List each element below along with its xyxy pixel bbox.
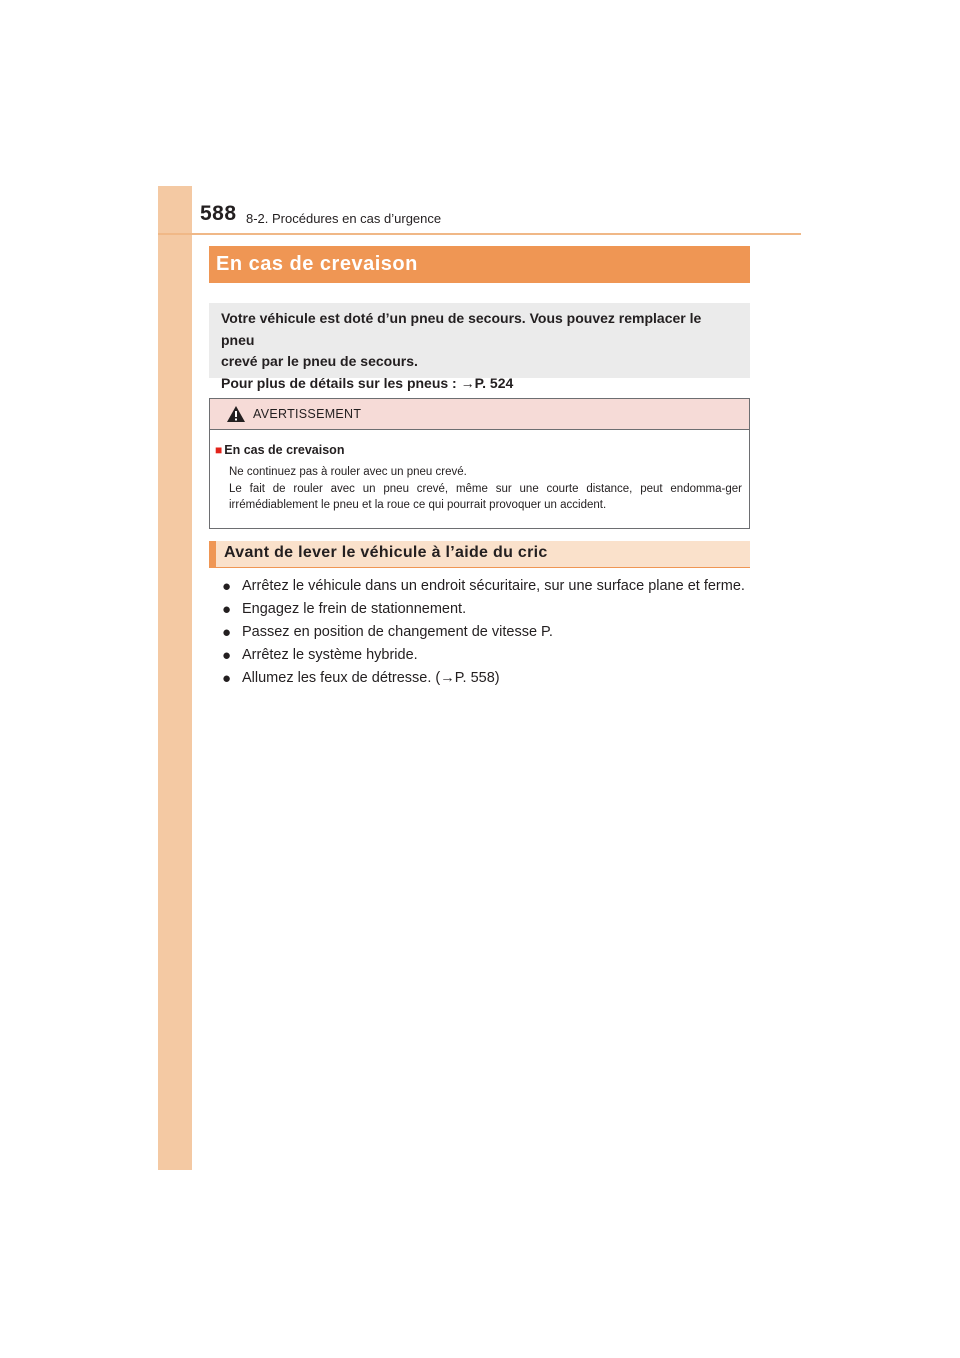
warning-subheading-text: En cas de crevaison bbox=[224, 443, 345, 457]
red-square-icon: ■ bbox=[215, 443, 223, 457]
intro-box bbox=[209, 303, 750, 391]
subsection-header bbox=[209, 541, 750, 568]
bullet-dot-icon: ● bbox=[222, 670, 232, 687]
list-item: ● Arrêtez le système hybride. bbox=[222, 645, 746, 667]
header-rule bbox=[158, 233, 801, 235]
section-label: 8-2. Procédures en cas d’urgence bbox=[246, 211, 442, 226]
intro-line-3: Pour plus de détails sur les pneus : →P. 524 bbox=[221, 374, 514, 391]
warning-line-1: Ne continuez pas à rouler avec un pneu crevé. bbox=[229, 466, 467, 478]
bullet-list bbox=[222, 576, 746, 691]
list-item: ● Allumez les feux de détresse. (→P. 558) bbox=[222, 668, 746, 690]
list-item: ● Passez en position de changement de vitesse P. bbox=[222, 622, 746, 644]
bullet-dot-icon: ● bbox=[222, 578, 232, 595]
list-item: ● Arrêtez le véhicule dans un endroit sécuritaire, sur une surface plane et ferme. bbox=[222, 576, 746, 598]
bullet-dot-icon: ● bbox=[222, 601, 232, 618]
bullet-dot-icon: ● bbox=[222, 624, 232, 641]
warning-triangle-icon bbox=[226, 405, 246, 423]
warning-label: AVERTISSEMENT bbox=[253, 407, 362, 421]
page-number: 588 bbox=[200, 202, 237, 225]
warning-box bbox=[209, 398, 750, 529]
warning-header bbox=[210, 399, 749, 430]
warning-text bbox=[229, 464, 742, 514]
intro-line-2: crevé par le pneu de secours. bbox=[221, 353, 418, 369]
page-title: En cas de crevaison bbox=[209, 246, 750, 283]
list-item: ● Engagez le frein de stationnement. bbox=[222, 599, 746, 621]
warning-line-2: Le fait de rouler avec un pneu crevé, même sur une courte distance, peut endomma-ger irrémédiablement le pneu et la roue ce qui pourrait provoquer un accident. bbox=[229, 482, 742, 511]
side-color-strip bbox=[158, 186, 192, 1170]
intro-line-1: Votre véhicule est doté d’un pneu de secours. Vous pouvez remplacer le pneu bbox=[221, 310, 702, 348]
subsection-title: Avant de lever le véhicule à l’aide du cric bbox=[224, 544, 548, 561]
bullet-dot-icon: ● bbox=[222, 647, 232, 664]
warning-subheading bbox=[215, 443, 344, 457]
